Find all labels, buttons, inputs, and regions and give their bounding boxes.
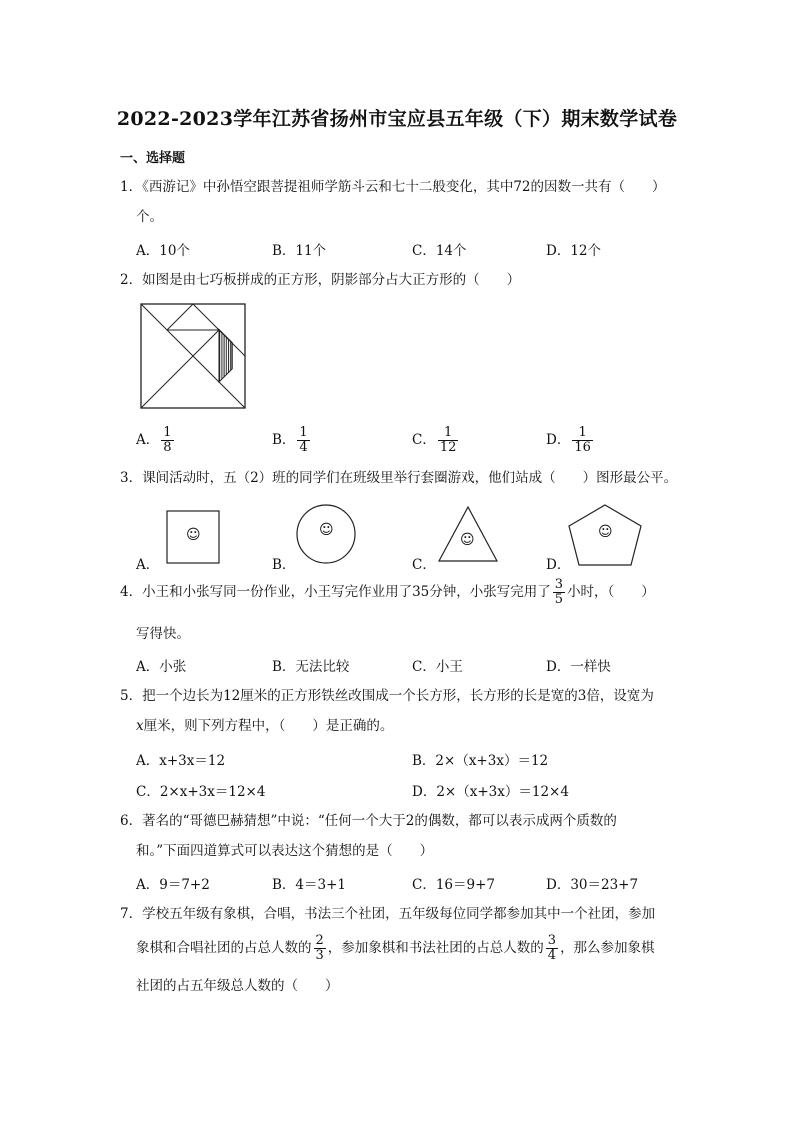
q1-text-line1: 1．《西游记》中孙悟空跟菩提祖师学筋斗云和七十二般变化，其中72的因数一共有（ ） bbox=[120, 179, 666, 195]
q3-option-c[interactable]: C． bbox=[412, 557, 436, 573]
q3-option-d[interactable]: D． bbox=[546, 557, 571, 573]
q6-text-line1: 6．著名的“哥德巴赫猜想”中说：“任何一个大于2的偶数，都可以表示成两个质数的 bbox=[120, 813, 617, 829]
q2-option-a-fraction bbox=[161, 426, 173, 455]
q4-numerator: 3 bbox=[554, 577, 564, 592]
q2-d-denominator: 16 bbox=[574, 440, 591, 455]
q7-text-mid: ，参加象棋和书法社团的占总人数的 bbox=[327, 940, 544, 956]
q2-option-b-fraction bbox=[297, 426, 309, 455]
q5-variable: x bbox=[136, 718, 144, 734]
q4-fraction bbox=[553, 578, 565, 607]
q2-option-b[interactable] bbox=[272, 426, 312, 455]
q5-option-b[interactable]: B．2×（x+3x）＝12 bbox=[412, 753, 549, 769]
q6-text-line2: 和。”下面四道算式可以表达这个猜想的是（ ） bbox=[136, 843, 434, 859]
q5-text-rest: 厘米，则下列方程中，（ ）是正确的。 bbox=[143, 718, 394, 734]
q2-d-numerator: 1 bbox=[572, 426, 593, 441]
page-title: 2022-2023学年江苏省扬州市宝应县五年级（下）期末数学试卷 bbox=[116, 108, 678, 130]
q2-text-line1: 2．如图是由七巧板拼成的正方形，阴影部分占大正方形的（ ） bbox=[120, 272, 521, 288]
q1-option-d[interactable]: D．12个 bbox=[546, 243, 602, 259]
q4-option-b[interactable]: B．无法比较 bbox=[272, 659, 350, 675]
q1-option-a[interactable]: A．10个 bbox=[136, 243, 190, 259]
q4-text-line1 bbox=[120, 578, 655, 607]
q2-a-denominator: 8 bbox=[163, 440, 172, 455]
q2-option-a-label: A． bbox=[136, 432, 160, 448]
smiley-icon: ☺ bbox=[598, 524, 613, 540]
q5-option-c[interactable]: C．2×x+3x＝12×4 bbox=[136, 784, 266, 800]
q4-denominator: 5 bbox=[554, 592, 564, 607]
q6-option-a[interactable]: A．9＝7+2 bbox=[136, 877, 210, 893]
q1-text-line2: 个。 bbox=[136, 209, 163, 225]
q7-f1-numerator: 2 bbox=[315, 933, 324, 948]
q2-option-d-label: D． bbox=[546, 432, 571, 448]
q7-text-line1: 7．学校五年级有象棋，合唱，书法三个社团，五年级每位同学都参加其中一个社团，参加 bbox=[120, 906, 656, 922]
q2-option-d[interactable] bbox=[546, 426, 595, 455]
q1-option-c[interactable]: C．14个 bbox=[412, 243, 467, 259]
q7-text-line2 bbox=[136, 934, 655, 963]
q2-option-b-label: B． bbox=[272, 432, 296, 448]
q4-text-pre: 4．小王和小张写同一份作业，小王写完作业用了35分钟，小张写完用了 bbox=[120, 584, 551, 600]
q5-option-d[interactable]: D．2×（x+3x）＝12×4 bbox=[412, 784, 569, 800]
q2-option-c-fraction bbox=[438, 426, 459, 455]
q4-option-d[interactable]: D．一样快 bbox=[546, 659, 611, 675]
q7-text-pre: 象棋和合唱社团的占总人数的 bbox=[136, 940, 312, 956]
smiley-icon: ☺ bbox=[460, 532, 475, 548]
section-heading: 一、选择题 bbox=[120, 151, 186, 166]
q4-text-post: 小时，（ ） bbox=[567, 584, 655, 600]
q4-option-a[interactable]: A．小张 bbox=[136, 659, 187, 675]
smiley-icon: ☺ bbox=[319, 522, 334, 538]
q6-option-d[interactable]: D．30＝23+7 bbox=[546, 877, 639, 893]
q7-fraction-1 bbox=[314, 934, 326, 963]
q3-option-a[interactable]: A． bbox=[136, 557, 160, 573]
q7-fraction-2 bbox=[546, 934, 558, 963]
q5-option-a[interactable]: A．x+3x＝12 bbox=[136, 753, 226, 769]
q4-option-c[interactable]: C．小王 bbox=[412, 659, 463, 675]
q6-option-c[interactable]: C．16＝9+7 bbox=[412, 877, 495, 893]
smiley-icon: ☺ bbox=[186, 527, 201, 543]
q2-c-denominator: 12 bbox=[439, 440, 457, 455]
q7-text-post: ，那么参加象棋 bbox=[560, 940, 655, 956]
q2-option-c[interactable] bbox=[412, 426, 460, 455]
q2-b-numerator: 1 bbox=[299, 425, 308, 440]
q5-text-line1: 5．把一个边长为12厘米的正方形铁丝改围成一个长方形，长方形的长是宽的3倍，设宽为 bbox=[120, 688, 654, 704]
q3-option-b[interactable]: B． bbox=[272, 557, 296, 573]
q2-option-d-fraction bbox=[572, 426, 593, 455]
q2-option-a[interactable] bbox=[136, 426, 176, 455]
q2-c-numerator: 1 bbox=[438, 426, 459, 441]
q2-option-c-label: C． bbox=[412, 432, 436, 448]
tangram-square-figure bbox=[140, 303, 246, 409]
q5-text-line2 bbox=[136, 716, 393, 736]
q2-b-denominator: 4 bbox=[299, 440, 308, 455]
q2-a-numerator: 1 bbox=[163, 425, 172, 440]
q1-option-b[interactable]: B．11个 bbox=[272, 243, 327, 259]
q7-text-line3: 社团的占五年级总人数的（ ） bbox=[136, 978, 339, 994]
q7-f2-numerator: 3 bbox=[547, 933, 557, 948]
q3-text-line1: 3．课间活动时，五（2）班的同学们在班级里举行套圈游戏，他们站成（ ）图形最公平。 bbox=[120, 470, 678, 486]
q4-text-line2: 写得快。 bbox=[136, 626, 190, 642]
q6-option-b[interactable]: B．4＝3+1 bbox=[272, 877, 346, 893]
q7-f1-denominator: 3 bbox=[315, 948, 324, 963]
q7-f2-denominator: 4 bbox=[547, 948, 557, 963]
